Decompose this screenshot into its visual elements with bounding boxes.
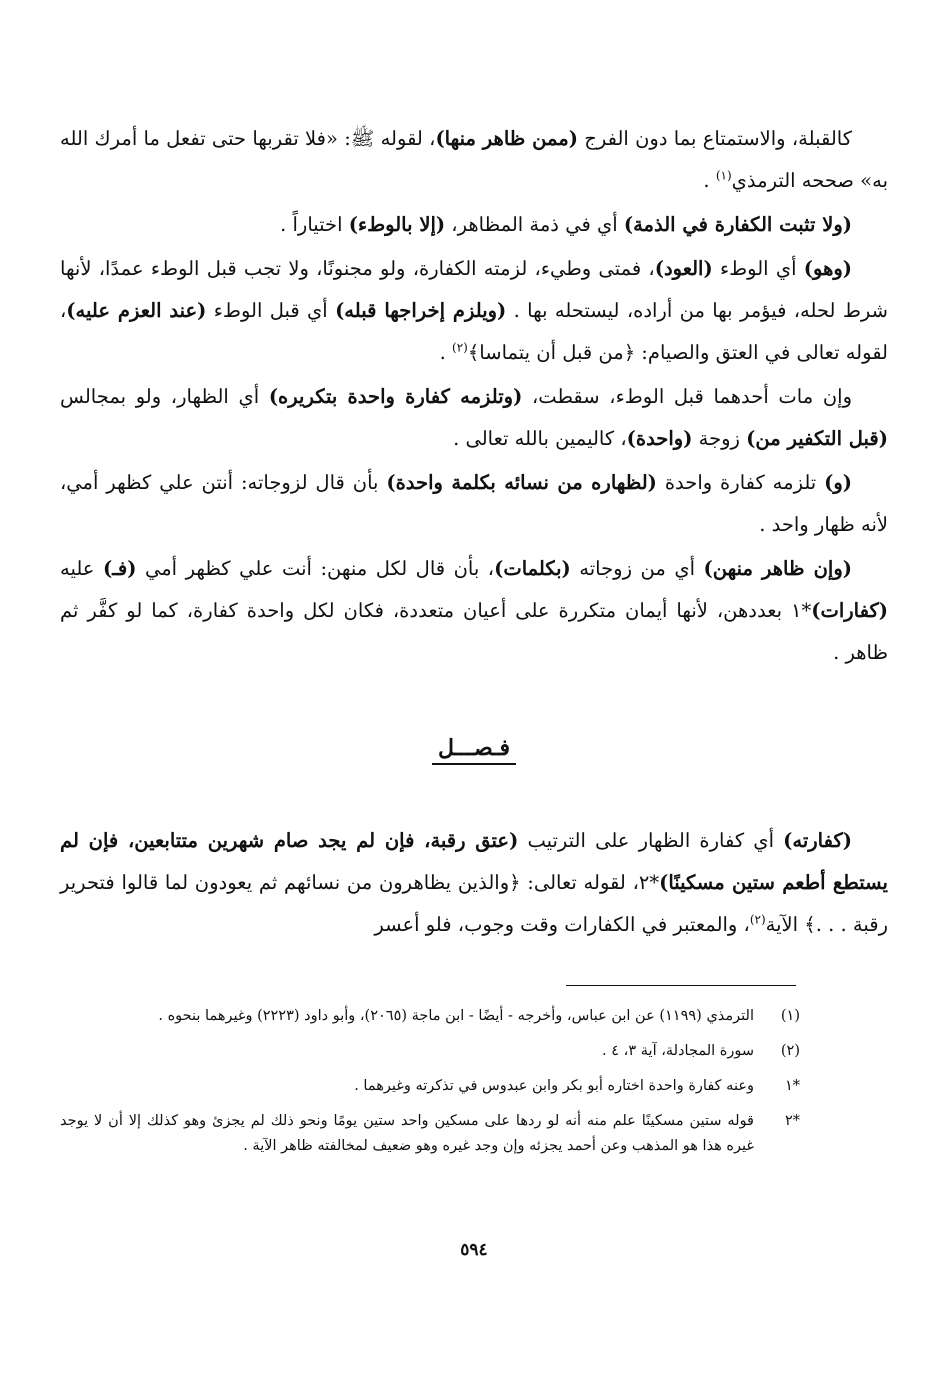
bold-segment: (كفارته) (783, 829, 852, 852)
footnote-mark: *١ (784, 1078, 800, 1094)
footnote-mark: *٢ (784, 1113, 800, 1129)
text-segment: أي الظهار، ولو بمجالس (60, 385, 269, 408)
text-segment: ، لقوله ﷺ: «فلا تقربها حتى تفعل ما أمرك الله به» صححه الترمذي (60, 127, 888, 192)
bold-segment: (ممن ظاهر منها) (435, 127, 578, 150)
text-segment: أي كفارة الظهار على الترتيب (518, 829, 784, 852)
text-segment: عليه (60, 557, 103, 580)
bold-segment: (عتق رقبة، فإن لم يجد صام شهرين متتابعين، فإن لم يستطع أطعم ستين مسكينًا) (60, 829, 888, 894)
text-segment: أي من زوجاته (570, 557, 704, 580)
page-number: ٥٩٤ (460, 1240, 488, 1260)
text-segment: ، بأن قال لكل منهن: أنت علي كظهر أمي (136, 557, 495, 580)
paragraph (60, 248, 888, 374)
bold-segment: (عند العزم عليه) (66, 299, 207, 322)
bold-segment: (كفارات) (811, 599, 888, 622)
footnote (60, 1074, 800, 1099)
bold-segment: (لظهاره من نسائه بكلمة واحدة) (386, 471, 657, 494)
paragraph (60, 820, 888, 946)
text-segment: ، فمتى وطيء، لزمته الكفارة، ولو مجنونًا، ولا تجب قبل الوطء عمدًا، لأنها شرط لحله، فيؤمر بها من أراده، ليستحله بها . (60, 257, 888, 322)
footnote-mark: (١) (780, 1008, 800, 1024)
footnote (60, 1039, 800, 1064)
text-segment: وإن مات أحدهما قبل الوطء، سقطت، (522, 385, 852, 408)
footnote (60, 1004, 800, 1029)
footnote-ref: (٢) (452, 340, 468, 355)
footnote-text: سورة المجادلة، آية ٣، ٤ . (602, 1043, 754, 1059)
bold-segment: (بكلمات) (494, 557, 571, 580)
text-segment: *١ بعددهن، لأنها أيمان متكررة على أعيان متعددة، فكان لكل واحدة كفارة، كما لو كفَّر ثم ظاهر . (60, 599, 888, 664)
bold-segment: (وتلزمه كفارة واحدة بتكريره) (268, 385, 523, 408)
text-segment: كالقبلة، والاستمتاع بما دون الفرج (577, 127, 852, 150)
paragraph (60, 118, 888, 202)
footnote-ref: (٢) (749, 912, 766, 927)
text-segment: ، والمعتبر في الكفارات وقت وجوب، فلو أعسر (374, 913, 750, 936)
bold-segment: (قبل التكفير من) (746, 427, 888, 450)
section-heading (0, 735, 948, 761)
main-text-top (60, 118, 888, 676)
section-heading-text: فـصـــل (432, 735, 516, 765)
text-segment: أي قبل الوطء (206, 299, 336, 322)
text-segment: ، لقوله تعالى في العتق والصيام: ﴿من قبل أن يتماسا﴾ (60, 299, 888, 364)
bold-segment: (وإن ظاهر منهن) (703, 557, 852, 580)
footnote-text: الترمذي (١١٩٩) عن ابن عباس، وأخرجه - أيضًا - ابن ماجة (٢٠٦٥)، وأبو داود (٢٢٢٣) وغيرهما بنحوه . (158, 1008, 754, 1024)
bold-segment: (وهو) (803, 257, 852, 280)
footnote-mark: (٢) (780, 1043, 800, 1059)
text-segment: بأن قال لزوجاته: أنتن علي كظهر أمي، لأنه ظهار واحد . (60, 471, 888, 536)
text-segment: ، كاليمين بالله تعالى . (453, 427, 627, 450)
bold-segment: (العود) (654, 257, 713, 280)
text-segment: تلزمه كفارة واحدة (656, 471, 825, 494)
paragraph (60, 462, 888, 546)
text-segment: اختياراً . (280, 213, 349, 236)
bold-segment: (إلا بالوطء) (348, 213, 446, 236)
bold-segment: (ويلزم إخراجها قبله) (335, 299, 507, 322)
text-segment: . (439, 341, 453, 364)
footnote-text: قوله ستين مسكينًا علم منه أنه لو ردها على مسكين واحد ستين يومًا ونحو ذلك لم يجزئ وهو كذلك إلا أن لا يوجد غيره هذا هو المذهب وعن أحمد يجزئه وإن وجد غيره وهو ضعيف لمخالفته ظاهر الآية . (60, 1113, 754, 1154)
footnote-ref: (١) (715, 168, 732, 183)
text-segment: . (703, 169, 716, 192)
footnote-separator (566, 985, 796, 986)
text-segment: أي الوطء (712, 257, 804, 280)
text-segment: أي في ذمة المظاهر، (445, 213, 624, 236)
bold-segment: (ولا تثبت الكفارة في الذمة) (623, 213, 852, 236)
paragraph (60, 548, 888, 674)
text-segment: *٢، لقوله تعالى: ﴿والذين يظاهرون من نسائهم ثم يعودون لما قالوا فتحرير رقبة . . .﴾ الآية (60, 871, 888, 936)
text-segment: زوجة (692, 427, 747, 450)
bold-segment: (فـ) (102, 557, 137, 580)
main-text-bottom (60, 820, 888, 948)
bold-segment: (واحدة) (626, 427, 693, 450)
footnotes (60, 1004, 800, 1169)
paragraph (60, 204, 888, 246)
footnote-text: وعنه كفارة واحدة اختاره أبو بكر وابن عبدوس في تذكرته وغيرهما . (354, 1078, 754, 1094)
footnote (60, 1109, 800, 1159)
paragraph (60, 376, 888, 460)
bold-segment: (و) (824, 471, 852, 494)
